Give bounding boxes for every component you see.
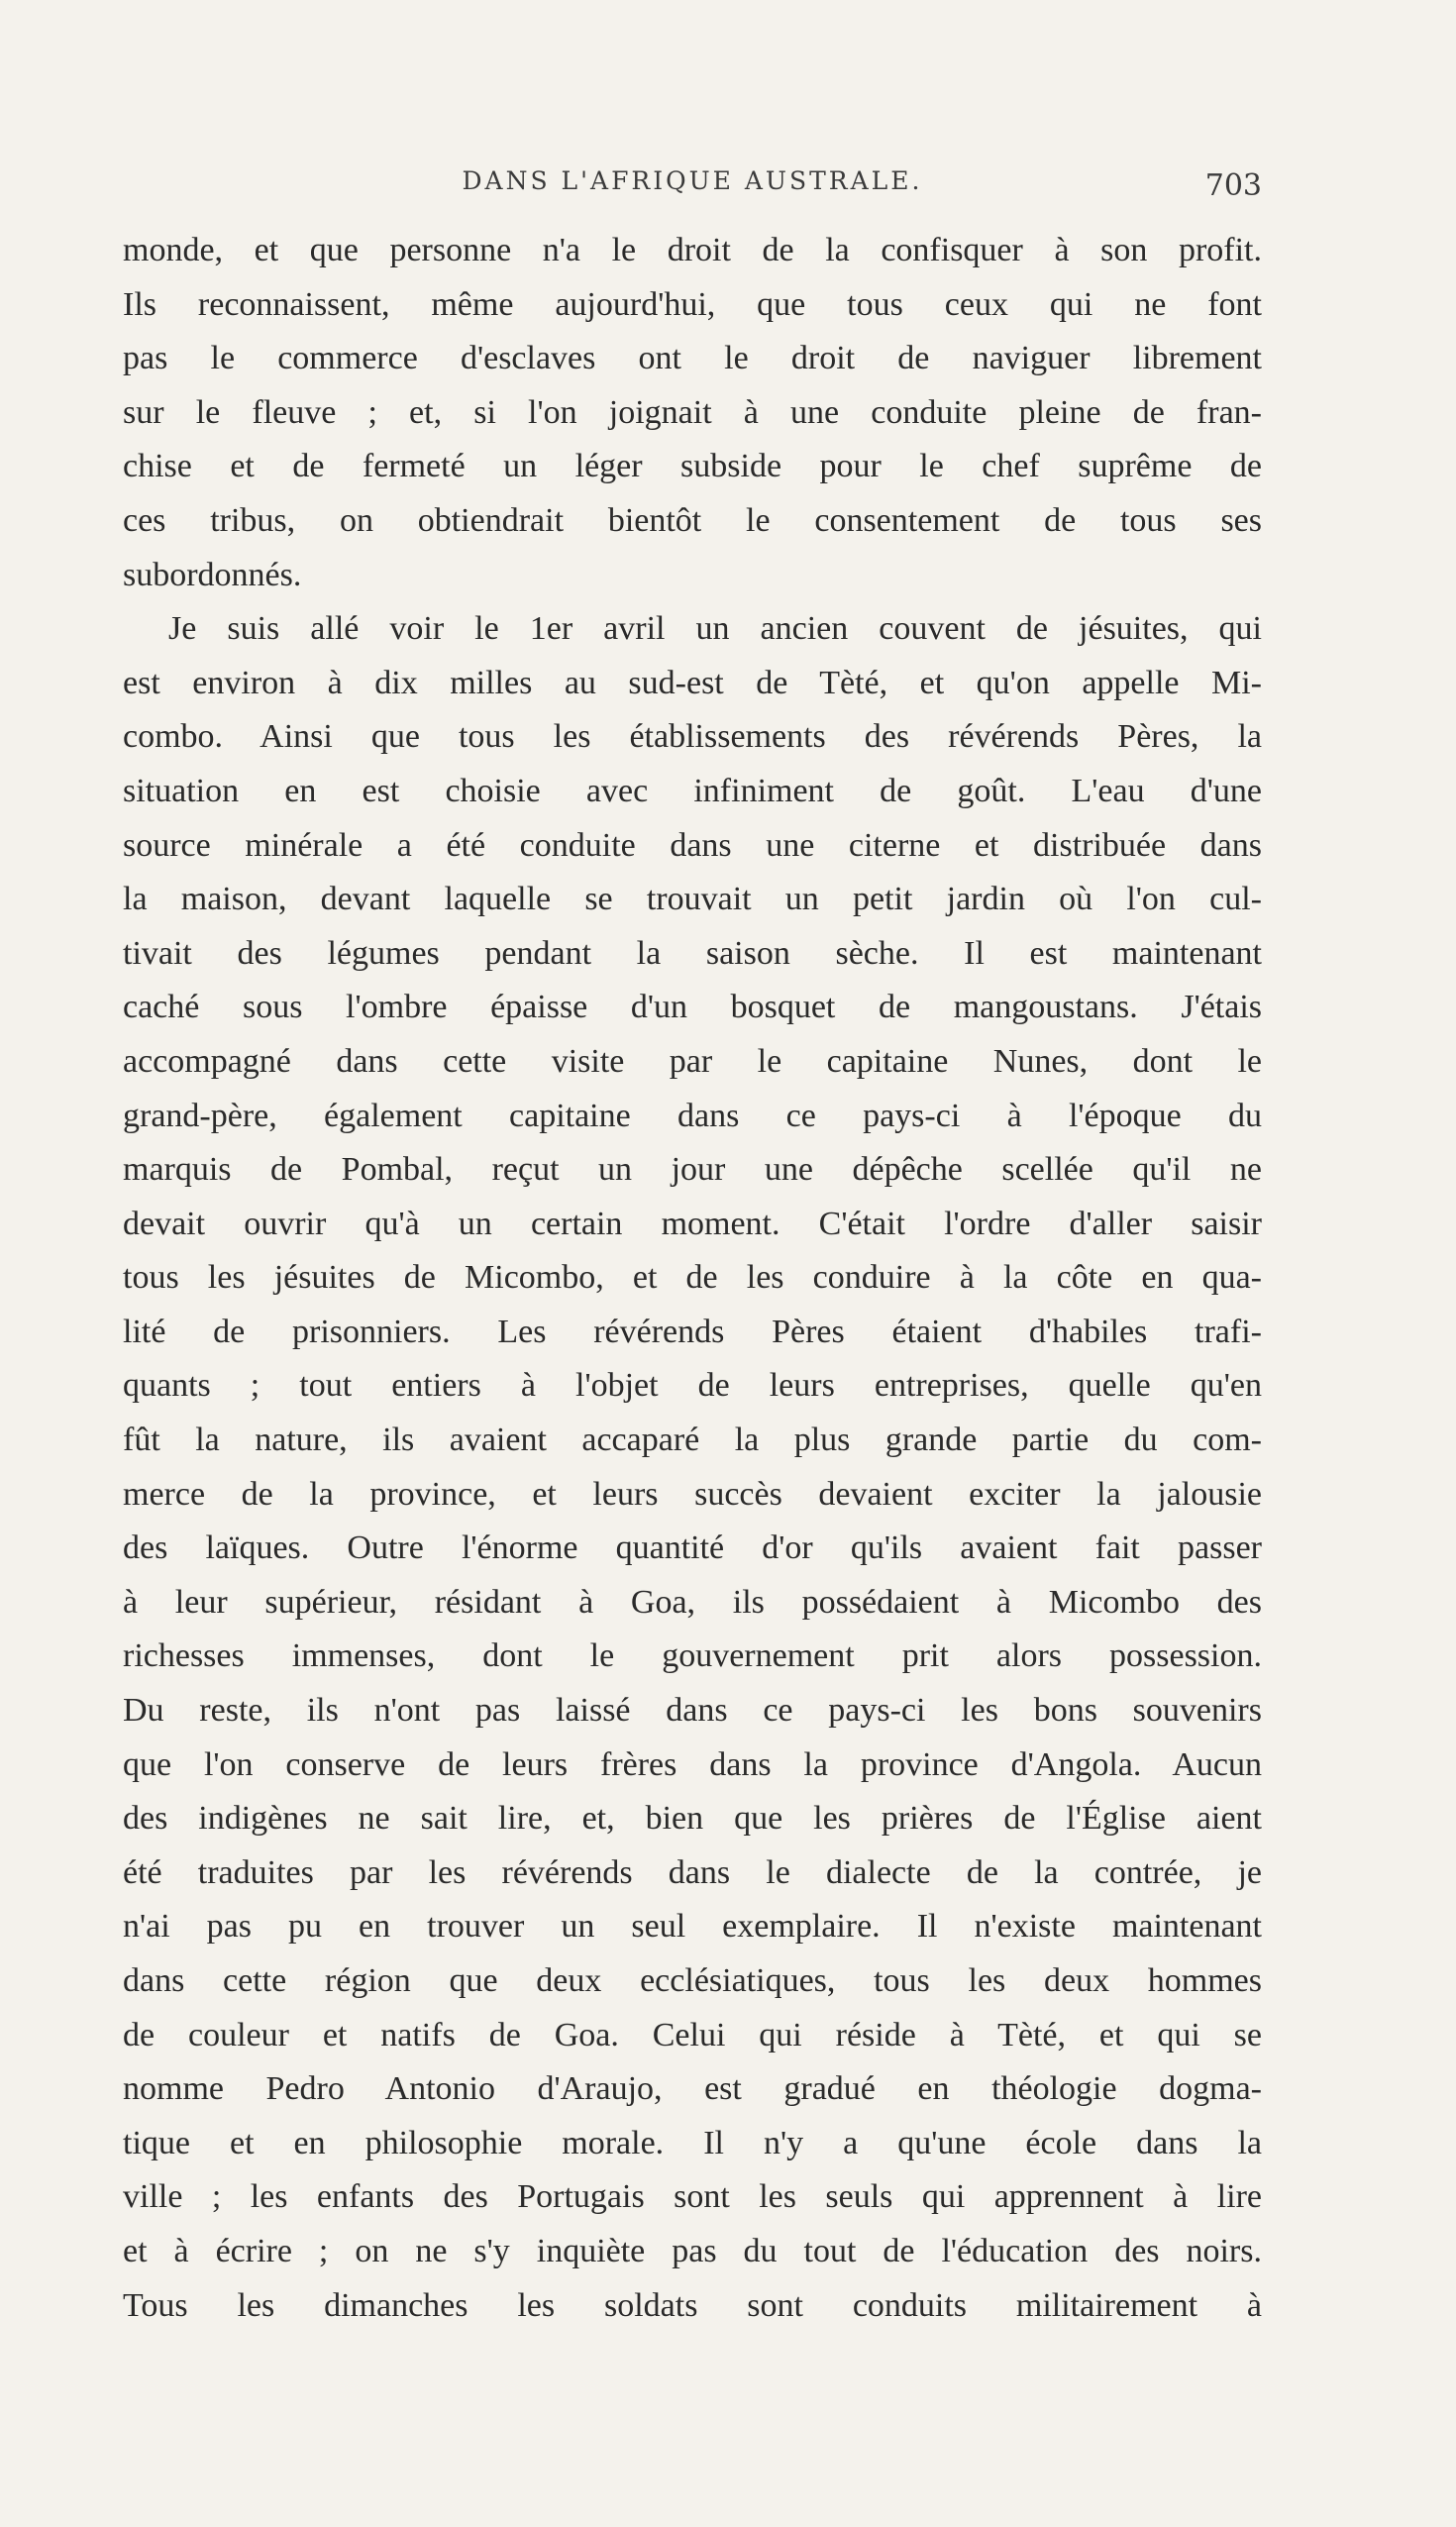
text-line: des indigènes ne sait lire, et, bien que les prières de l'Église aient [123,1800,1262,1838]
text-line: de couleur et natifs de Goa. Celui qui réside à Tèté, et qui se [123,2016,1262,2053]
text-line: et à écrire ; on ne s'y inquiète pas du tout de l'éducation des noirs. [123,2232,1262,2269]
text-line: pas le commerce d'esclaves ont le droit de naviguer librement [123,340,1262,377]
text-line: ces tribus, on obtiendrait bientôt le consentement de tous ses [123,501,1262,539]
text-line: tous les jésuites de Micombo, et de les conduire à la côte en qua- [123,1259,1262,1297]
running-title: DANS L'AFRIQUE AUSTRALE. [462,166,923,195]
text-line: chise et de fermeté un léger subside pour le chef suprême de [123,448,1262,485]
text-line: quants ; tout entiers à l'objet de leurs entreprises, quelle qu'en [123,1367,1262,1405]
text-line: devait ouvrir qu'à un certain moment. C'était l'ordre d'aller saisir [123,1205,1262,1242]
text-line: dans cette région que deux ecclésiatiques, tous les deux hommes [123,1962,1262,1999]
text-line: fût la nature, ils avaient accaparé la plus grande partie du com- [123,1421,1262,1459]
text-line: caché sous l'ombre épaisse d'un bosquet de mangoustans. J'étais [123,989,1262,1026]
running-head [123,166,1262,206]
text-line: que l'on conserve de leurs frères dans la province d'Angola. Aucun [123,1745,1262,1783]
text-line: monde, et que personne n'a le droit de la confisquer à son profit. [123,232,1262,268]
text-line: n'ai pas pu en trouver un seul exemplaire. Il n'existe maintenant [123,1908,1262,1946]
text-line: grand-père, également capitaine dans ce pays-ci à l'époque du [123,1097,1262,1134]
text-line: combo. Ainsi que tous les établissements des révérends Pères, la [123,718,1262,756]
text-line: lité de prisonniers. Les révérends Pères étaient d'habiles trafi- [123,1313,1262,1350]
body-text [123,224,1262,2333]
text-line: Ils reconnaissent, même aujourd'hui, que tous ceux qui ne font [123,285,1262,323]
text-line: tivait des légumes pendant la saison sèche. Il est maintenant [123,934,1262,972]
text-line: nomme Pedro Antonio d'Araujo, est gradué en théologie dogma- [123,2070,1262,2108]
text-line: est environ à dix milles au sud-est de Tèté, et qu'on appelle Mi- [123,664,1262,701]
text-line: Du reste, ils n'ont pas laissé dans ce pays-ci les bons souvenirs [123,1692,1262,1730]
text-line: accompagné dans cette visite par le capitaine Nunes, dont le [123,1042,1262,1080]
text-line: Tous les dimanches les soldats sont conduits militairement à [123,2286,1262,2324]
text-line: situation en est choisie avec infiniment de goût. L'eau d'une [123,772,1262,809]
text-line: richesses immenses, dont le gouvernement prit alors possession. [123,1637,1262,1675]
page-number: 703 [1204,168,1262,203]
text-line: source minérale a été conduite dans une citerne et distribuée dans [123,826,1262,864]
text-line: Je suis allé voir le 1er avril un ancien couvent de jésuites, qui [168,610,1262,648]
text-line: marquis de Pombal, reçut un jour une dépêche scellée qu'il ne [123,1151,1262,1189]
text-line: ville ; les enfants des Portugais sont les seuls qui apprennent à lire [123,2178,1262,2216]
text-line: la maison, devant laquelle se trouvait un petit jardin où l'on cul- [123,881,1262,918]
text-line: tique et en philosophie morale. Il n'y a qu'une école dans la [123,2124,1262,2161]
text-line: sur le fleuve ; et, si l'on joignait à une conduite pleine de fran- [123,393,1262,431]
text-line: à leur supérieur, résidant à Goa, ils possédaient à Micombo des [123,1583,1262,1621]
text-line: merce de la province, et leurs succès devaient exciter la jalousie [123,1475,1262,1513]
text-line: été traduites par les révérends dans le dialecte de la contrée, je [123,1853,1262,1891]
text-line: des laïques. Outre l'énorme quantité d'or qu'ils avaient fait passer [123,1529,1262,1567]
text-line: subordonnés. [123,556,302,593]
